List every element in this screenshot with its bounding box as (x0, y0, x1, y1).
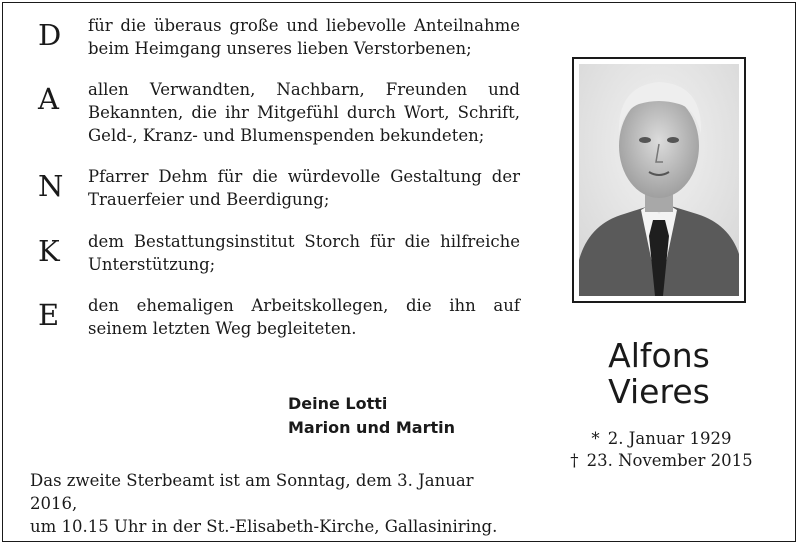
notice-line: um 10.15 Uhr in der St.-Elisabeth-Kirche, Gallasiniring. (30, 517, 498, 536)
thanks-list (30, 14, 520, 336)
thanks-entry-d (30, 14, 520, 78)
last-name: Vieres (608, 372, 710, 411)
acrostic-letter: N (38, 169, 64, 203)
death-date: 23. November 2015 (586, 451, 753, 470)
acrostic-letter: A (38, 82, 59, 116)
thanks-entry-e (30, 294, 520, 336)
acrostic-letter: D (38, 18, 62, 52)
thanks-text: Pfarrer Dehm für die würdevolle Gestaltung der Trauerfeier und Beerdigung; (88, 167, 520, 209)
thanks-text: für die überaus große und liebevolle Anteilnahme beim Heimgang unseres lieben Verstorbenen; (88, 16, 520, 58)
signer-line: Deine Lotti (288, 394, 388, 413)
birth-line (540, 428, 780, 450)
thanks-text: dem Bestattungsinstitut Storch für die hilfreiche Unterstützung; (88, 232, 520, 274)
portrait-photo-icon (579, 64, 739, 296)
signature-block (288, 392, 455, 440)
acrostic-letter: K (38, 234, 60, 268)
birth-date: 2. Januar 1929 (607, 429, 732, 448)
first-name: Alfons (608, 336, 710, 375)
life-dates (540, 428, 780, 472)
portrait-frame (572, 57, 746, 303)
signer-line: Marion und Martin (288, 418, 455, 437)
thanks-text: den ehemaligen Arbeitskollegen, die ihn auf seinem letzten Weg begleiteten. (88, 296, 520, 338)
acrostic-letter: E (38, 298, 60, 332)
thanks-entry-a (30, 78, 520, 165)
death-line (540, 450, 780, 472)
thanks-text: allen Verwandten, Nachbarn, Freunden und Bekannten, die ihr Mitgefühl durch Wort, Schrift, Geld-, Kranz- und Blumenspenden bekundeten; (88, 80, 520, 145)
thanks-entry-k (30, 230, 520, 294)
birth-star-icon: * (591, 429, 600, 448)
deceased-name (572, 338, 746, 410)
death-cross-icon: † (570, 451, 579, 470)
thanks-entry-n (30, 165, 520, 230)
notice-line: Das zweite Sterbeamt ist am Sonntag, dem 3. Januar 2016, (30, 471, 474, 513)
service-notice (30, 469, 520, 538)
